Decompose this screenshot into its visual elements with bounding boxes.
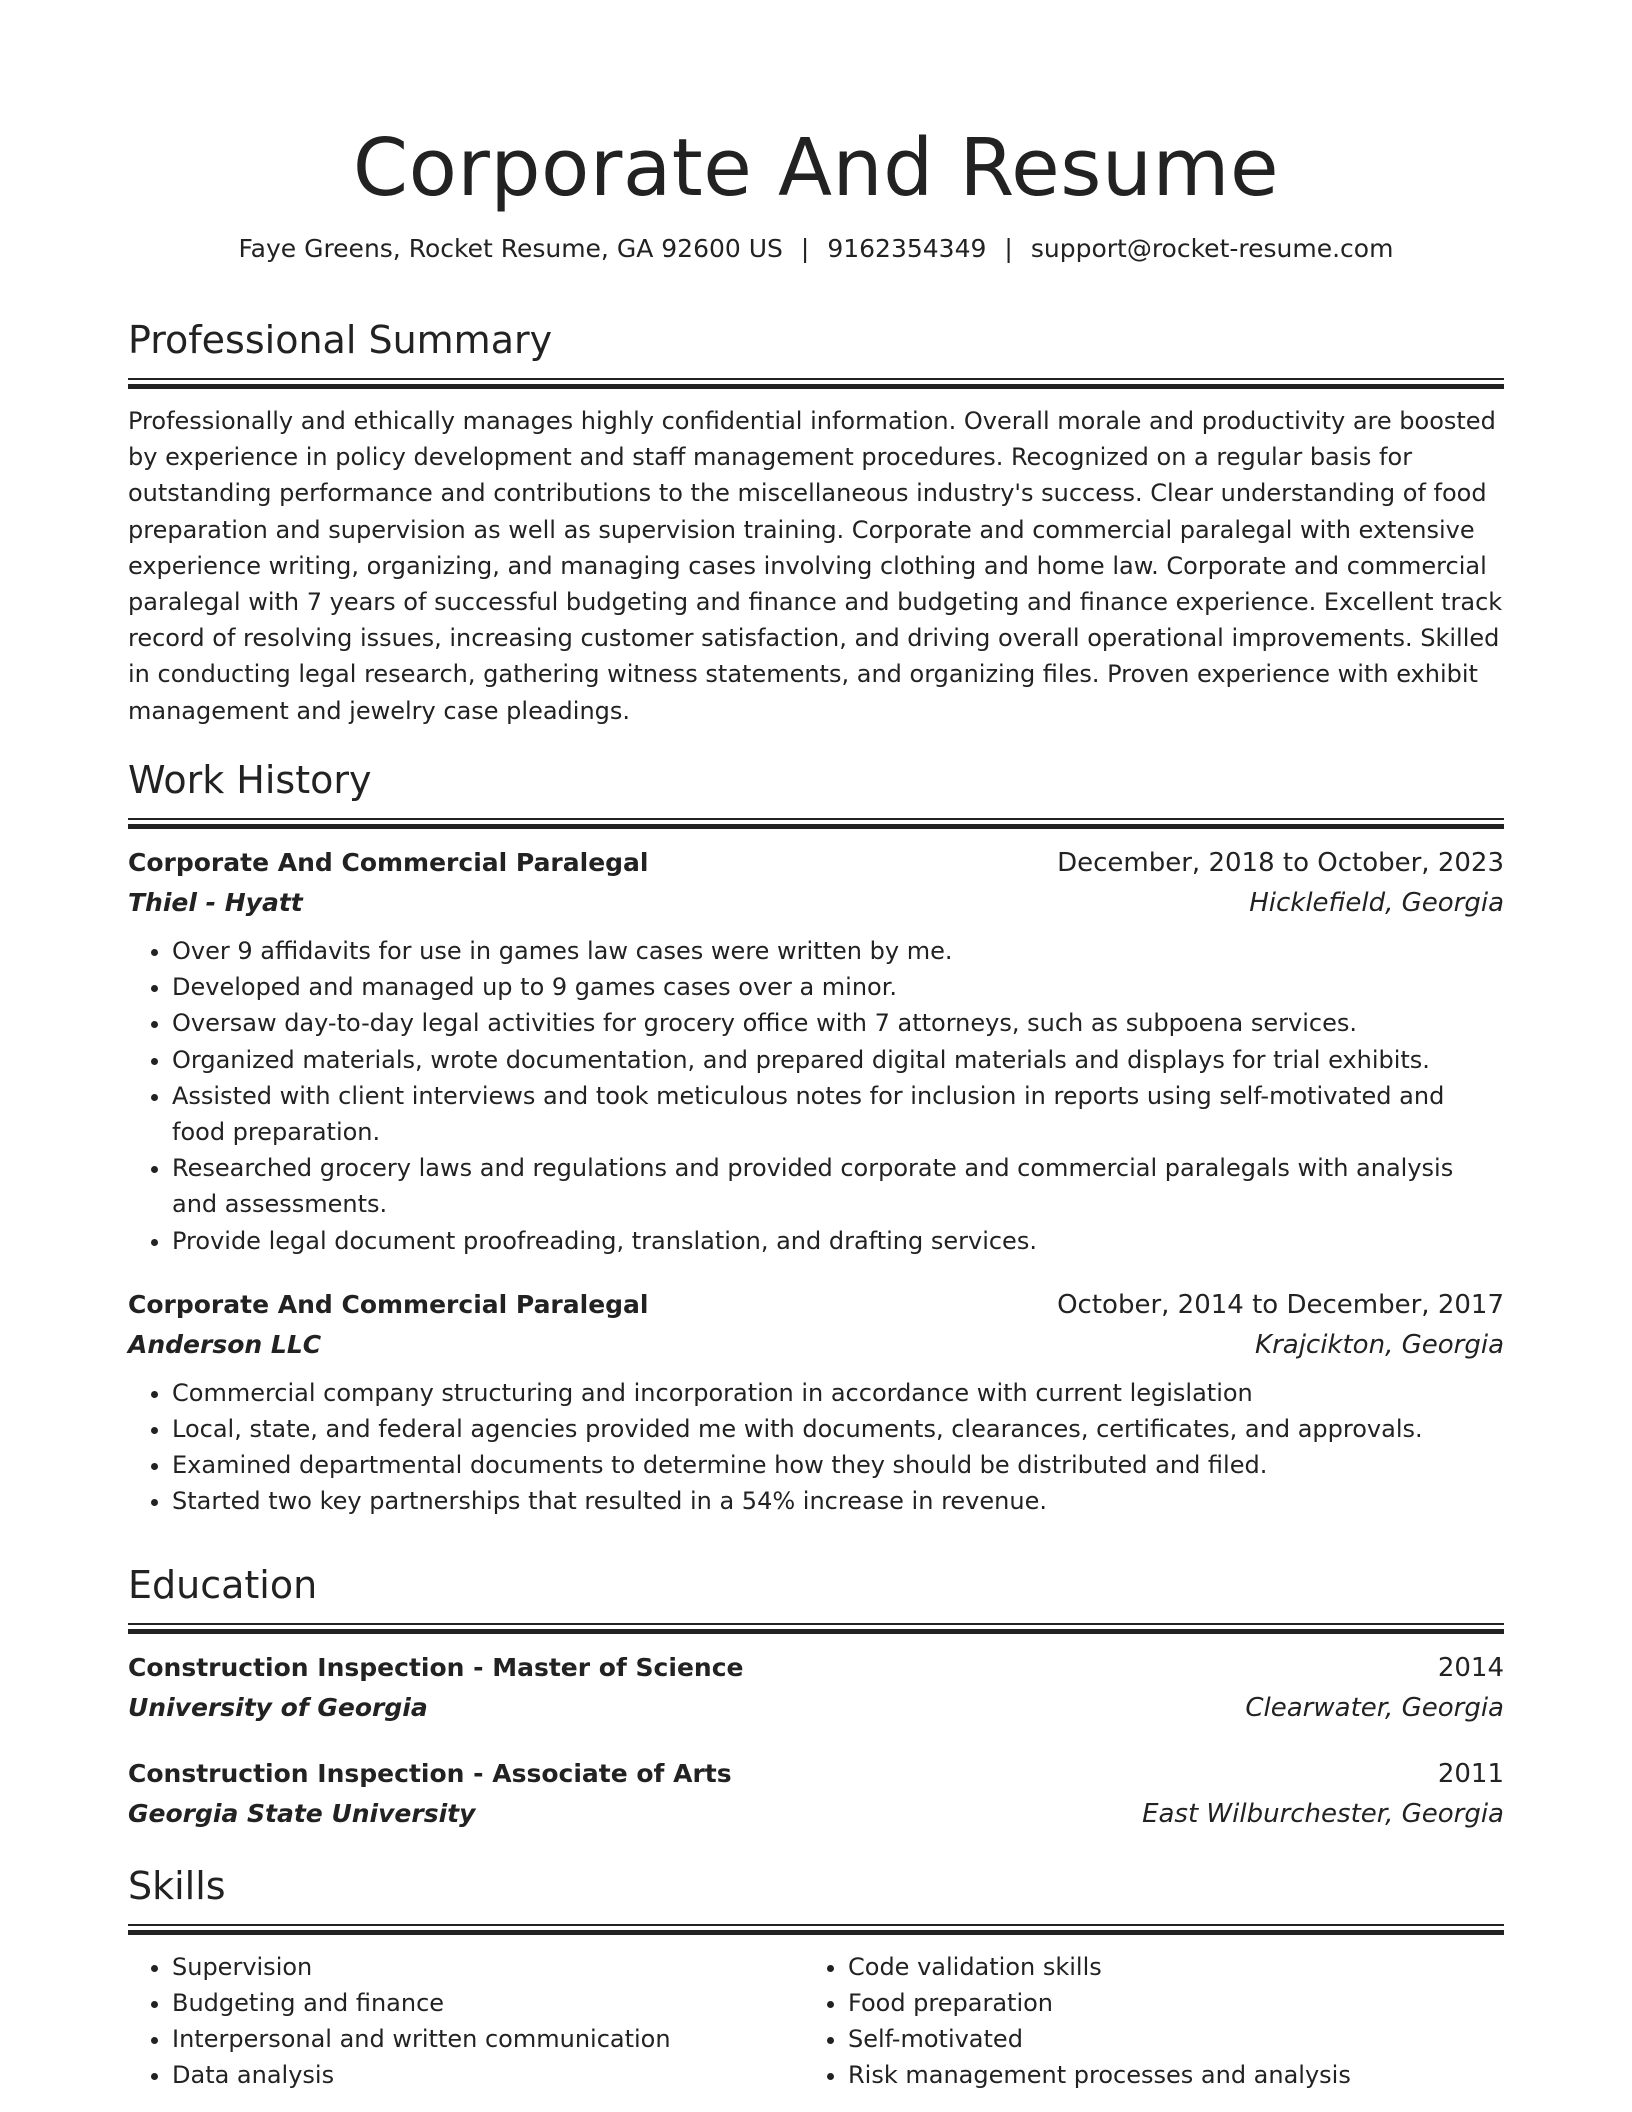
job-company: Anderson LLC: [128, 1329, 322, 1359]
education-entry: [128, 1754, 1504, 1834]
section-heading: Skills: [128, 1864, 226, 1908]
education-entry: [128, 1648, 1504, 1728]
list-item: • Assisted with client interviews and took meticulous notes for inclusion in reports using self-motivated and food preparation.: [172, 1078, 1504, 1150]
summary-text: Professionally and ethically manages highly confidential information. Overall morale and productivity are boosted by experience in policy development and staff management procedures. Recognized on a regular basis for outstanding performance and contributions to the miscellaneous industry's success. Clear understanding of food preparation and supervision as well as supervision training. Corporate and commercial paralegal with extensive experience writing, organizing, and managing cases involving clothing and home law. Corporate and commercial paralegal with 7 years of successful budgeting and finance and budgeting and finance experience. Excellent track record of resolving issues, increasing customer satisfaction, and driving overall operational improvements. Skilled in conducting legal research, gathering witness statements, and organizing files. Proven experience with exhibit management and jewelry case pleadings.: [128, 407, 1503, 725]
education-section: [128, 1561, 1504, 1834]
skill-item: • Risk management processes and analysis: [848, 2057, 1480, 2093]
skills-section: [128, 1862, 1504, 2093]
contact-line: [128, 232, 1504, 266]
list-item: • Examined departmental documents to determine how they should be distributed and filed.: [172, 1447, 1504, 1483]
list-item: • Over 9 affidavits for use in games law cases were written by me.: [172, 933, 1504, 969]
school-location: Clearwater, Georgia: [1245, 1693, 1504, 1723]
skill-item: • Self-motivated: [848, 2021, 1480, 2057]
job-entry: [128, 843, 1504, 1259]
work-history-section: [128, 756, 1504, 1520]
job-location: Krajcikton, Georgia: [1255, 1329, 1504, 1360]
skills-columns: [128, 1949, 1504, 2093]
school-name: Georgia State University: [128, 1799, 476, 1828]
job-location: Hicklefield, Georgia: [1249, 888, 1504, 918]
job-bullets: [128, 1375, 1504, 1520]
list-item: • Developed and managed up to 9 games cases over a minor.: [172, 969, 1504, 1005]
resume-title: Corporate And Resume: [352, 122, 1280, 214]
school-location: East Wilburchester, Georgia: [1142, 1799, 1504, 1829]
job-title: Corporate And Commercial Paralegal: [128, 848, 649, 877]
job-title: Corporate And Commercial Paralegal: [128, 1289, 649, 1319]
list-item: • Researched grocery laws and regulations and provided corporate and commercial paralegals with analysis and assessments.: [172, 1150, 1504, 1222]
degree-year: 2011: [1437, 1759, 1504, 1789]
contact-email: support@rocket-resume.com: [1030, 234, 1394, 263]
contact-address: Faye Greens, Rocket Resume, GA 92600 US: [238, 234, 783, 263]
list-item: • Provide legal document proofreading, translation, and drafting services.: [172, 1223, 1504, 1259]
resume-page: [128, 0, 1504, 2089]
skill-item: • Food preparation: [848, 1985, 1480, 2021]
contact-separator: |: [800, 234, 810, 263]
job-dates: October, 2014 to December, 2017: [1057, 1289, 1504, 1320]
list-item: • Organized materials, wrote documentation, and prepared digital materials and displays for trial exhibits.: [172, 1042, 1504, 1078]
list-item: • Started two key partnerships that resulted in a 54% increase in revenue.: [172, 1483, 1504, 1519]
section-divider: [128, 1623, 1504, 1634]
job-company: Thiel - Hyatt: [128, 888, 303, 917]
skill-item: • Supervision: [172, 1949, 804, 1985]
skill-item: • Interpersonal and written communication: [172, 2021, 804, 2057]
section-divider: [128, 1924, 1504, 1935]
section-heading: Work History: [128, 758, 372, 802]
contact-separator: |: [1004, 234, 1013, 263]
professional-summary-section: [128, 316, 1504, 729]
contact-phone: 9162354349: [827, 234, 987, 263]
job-bullets: [128, 933, 1504, 1259]
skills-list-left: [128, 1949, 804, 2093]
skill-item: • Code validation skills: [848, 1949, 1480, 1985]
skills-list-right: [804, 1949, 1480, 2093]
section-heading: Education: [128, 1563, 318, 1607]
section-heading: Professional Summary: [128, 318, 553, 362]
degree-title: Construction Inspection - Associate of Arts: [128, 1759, 732, 1788]
list-item: • Oversaw day-to-day legal activities for grocery office with 7 attorneys, such as subpoena services.: [172, 1005, 1504, 1041]
section-divider: [128, 378, 1504, 389]
skill-item: • Data analysis: [172, 2057, 804, 2093]
job-entry: [128, 1285, 1504, 1520]
degree-title: Construction Inspection - Master of Science: [128, 1653, 744, 1682]
school-name: University of Georgia: [128, 1693, 428, 1722]
skill-item: • Budgeting and finance: [172, 1985, 804, 2021]
section-divider: [128, 818, 1504, 829]
list-item: • Commercial company structuring and incorporation in accordance with current legislation: [172, 1375, 1504, 1411]
list-item: • Local, state, and federal agencies provided me with documents, clearances, certificates, and approvals.: [172, 1411, 1504, 1447]
degree-year: 2014: [1437, 1653, 1504, 1683]
job-dates: December, 2018 to October, 2023: [1057, 848, 1504, 878]
